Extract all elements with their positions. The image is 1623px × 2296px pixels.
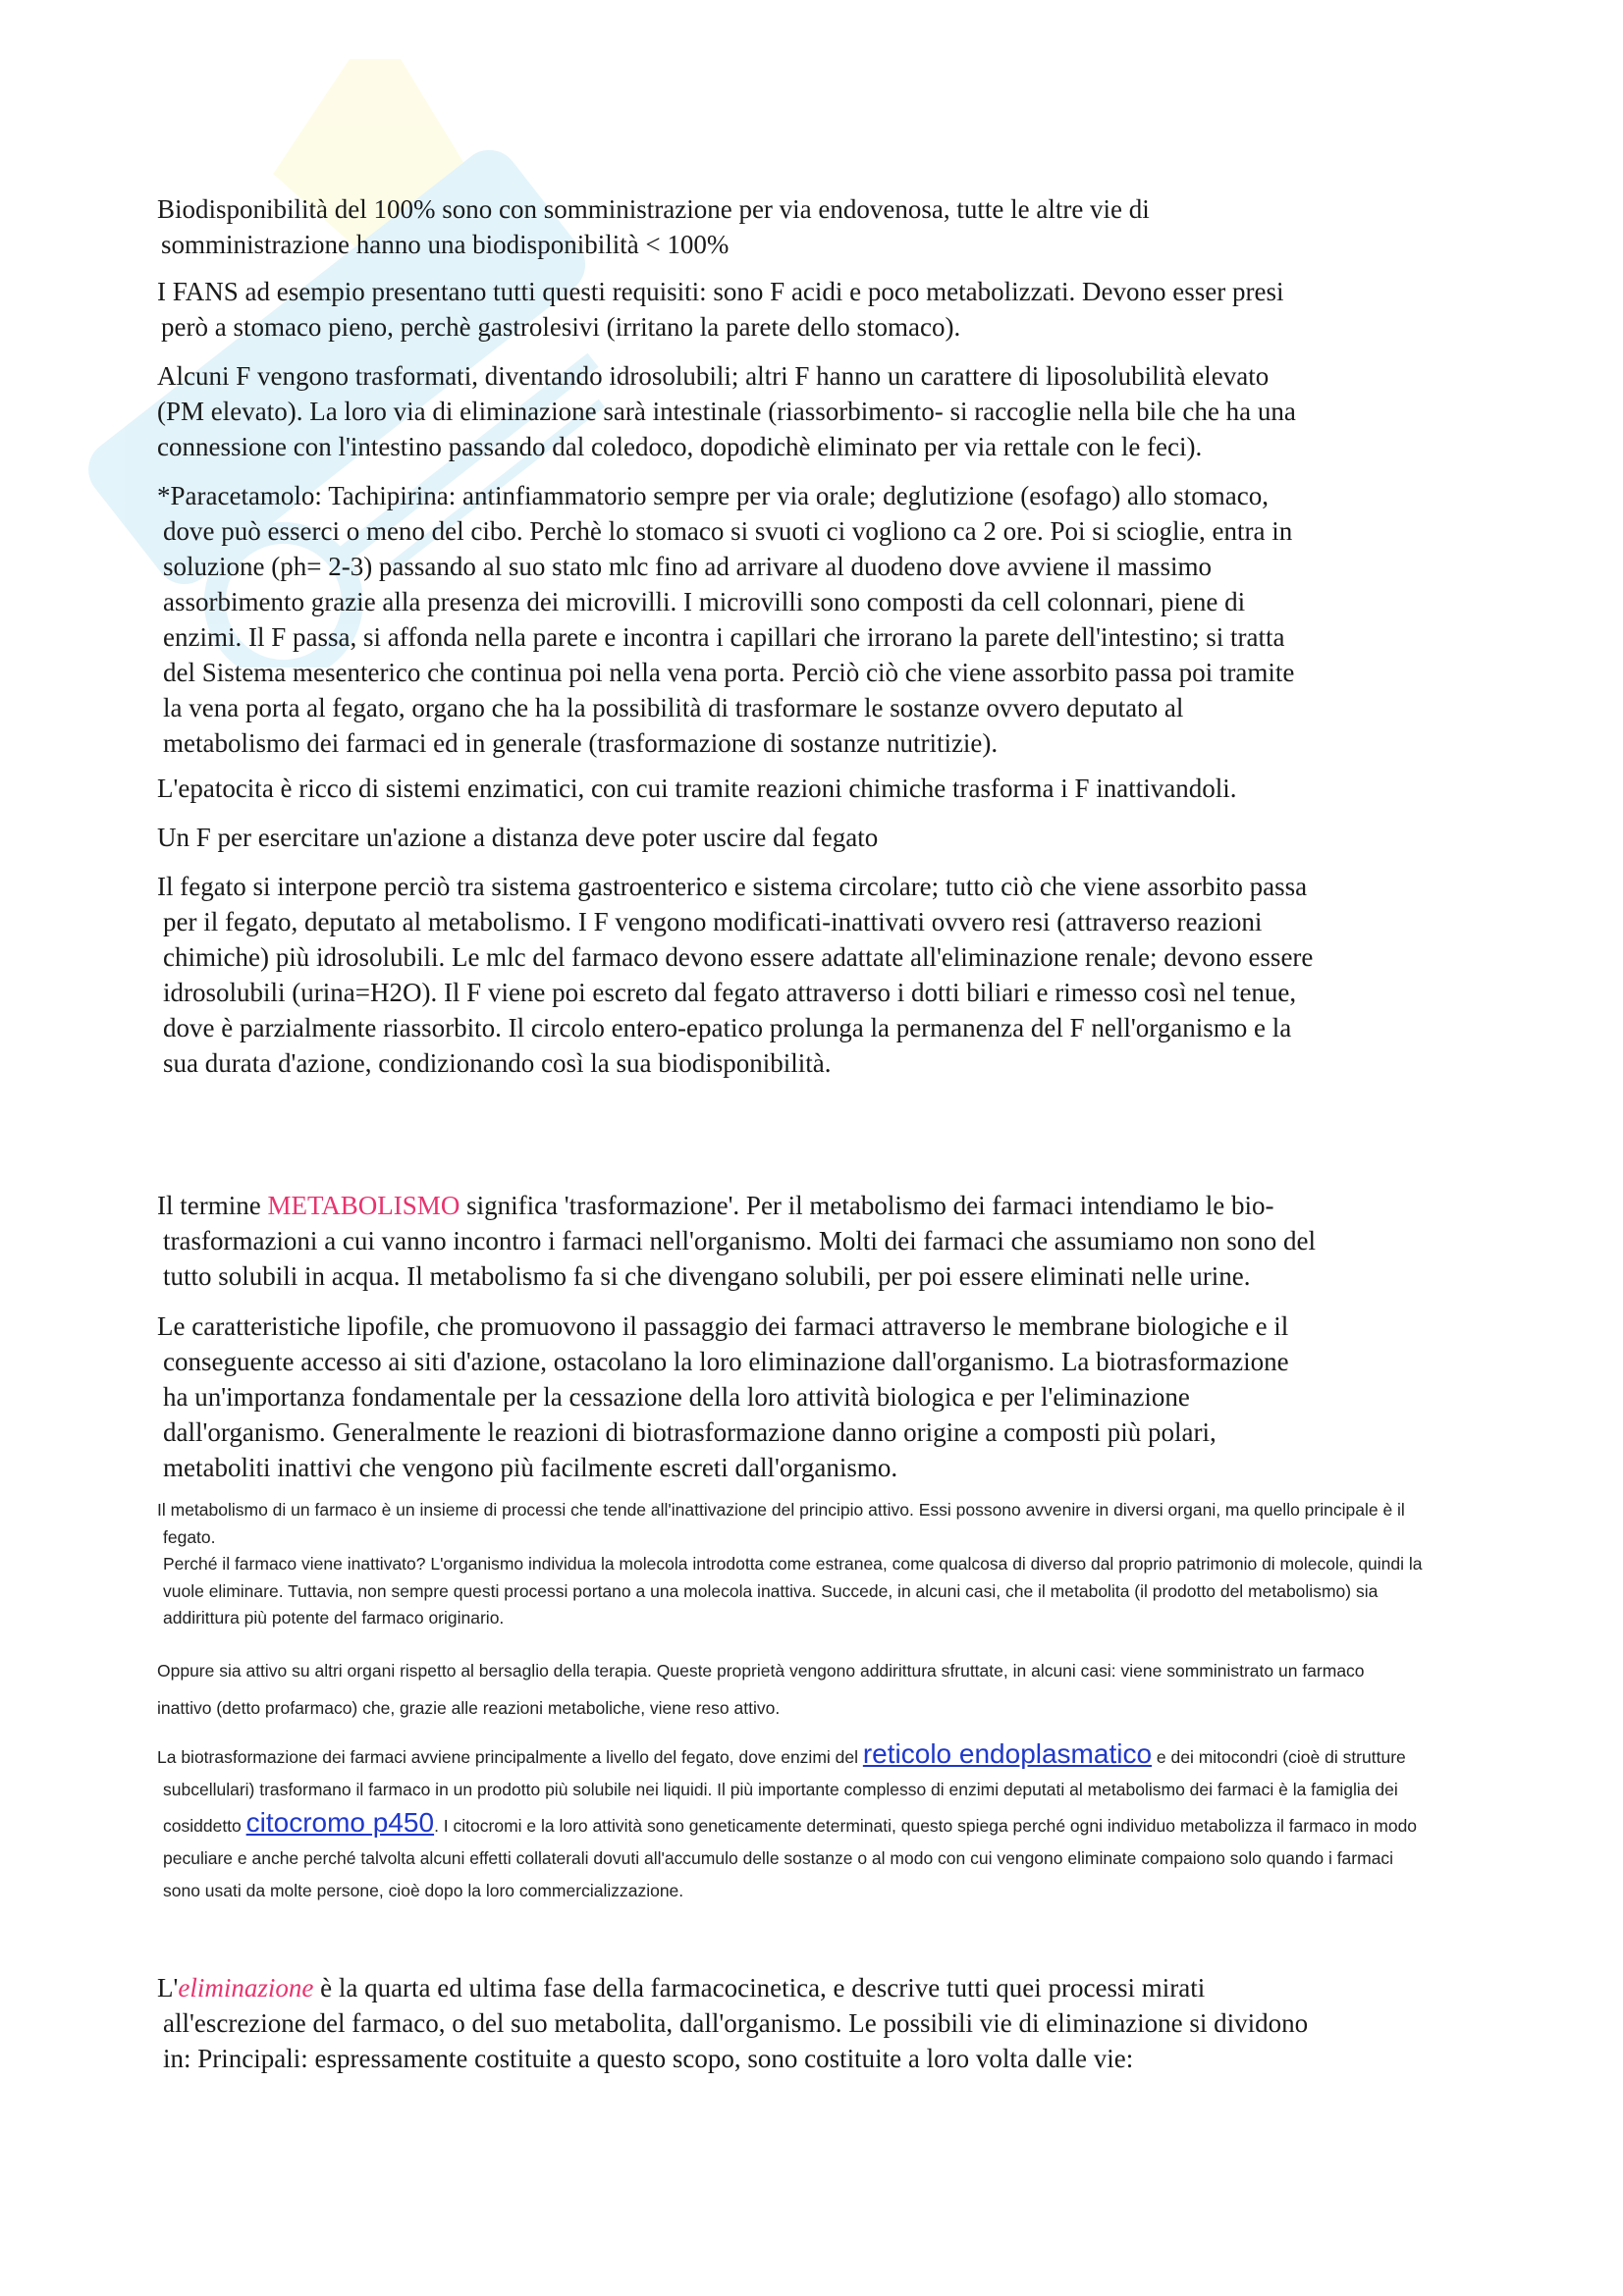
text-line: Alcuni F vengono trasformati, diventando idrosolubili; altri F hanno un carattere di liposolubilità elevato [157, 361, 1270, 391]
text-line: però a stomaco pieno, perchè gastrolesivi (irritano la parete dello stomaco). [161, 312, 961, 342]
text-line [157, 1806, 1417, 1842]
text-line: in: Principali: espressamente costituite a questo scopo, sono costituite a loro volta dalle vie: [163, 2044, 1134, 2073]
paragraph-prodrug [157, 1652, 1365, 1727]
text-line: sono usati da molte persone, cioè dopo la loro commercializzazione. [163, 1881, 684, 1900]
text-fragment: e dei mitocondri (cioè di strutture [1152, 1747, 1406, 1767]
text-line: Le caratteristiche lipofile, che promuovono il passaggio dei farmaci attraverso le membrane biologiche e il [157, 1311, 1289, 1341]
text-line: subcellulari) trasformano il farmaco in un prodotto più solubile nei liquidi. Il più importante complesso di enzimi deputati al metabolismo dei farmaci è la famiglia dei [163, 1780, 1398, 1799]
text-line: tutto solubili in acqua. Il metabolismo fa si che divengano solubili, per poi essere eliminati nelle urine. [163, 1261, 1251, 1291]
text-line: assorbimento grazie alla presenza dei microvilli. I microvilli sono composti da cell colonnari, piene di [163, 587, 1246, 616]
text-line: sua durata d'azione, condizionando così la sua biodisponibilità. [163, 1048, 832, 1078]
text-line: dove è parzialmente riassorbito. Il circolo entero-epatico prolunga la permanenza del F nell'organismo e la [163, 1013, 1292, 1042]
text-line: soluzione (ph= 2-3) passando al suo stato mlc fino ad arrivare al duodeno dove avviene il massimo [163, 552, 1212, 581]
text-line: ha un'importanza fondamentale per la cessazione della loro attività biologica e per l'eliminazione [163, 1382, 1190, 1412]
text-line: *Paracetamolo: Tachipirina: antinfiammatorio sempre per via orale; deglutizione (esofago) allo stomaco, [157, 481, 1269, 510]
text-line: fegato. [163, 1526, 216, 1547]
paragraph-metabolism [157, 1188, 1316, 1294]
text-line: connessione con l'intestino passando dal coledoco, dopodichè eliminato per via rettale con le feci). [157, 432, 1203, 461]
text-line: peculiare e anche perché talvolta alcuni effetti collaterali dovuti all'accumulo delle sostanze o al modo con cui vengono eliminate compaiono solo quando i farmaci [163, 1848, 1394, 1868]
text-line: metabolismo dei farmaci ed in generale (trasformazione di sostanze nutritizie). [163, 728, 999, 758]
text-line: Biodisponibilità del 100% sono con somministrazione per via endovenosa, tutte le altre vie di [157, 194, 1150, 224]
text-fragment: Il termine [157, 1191, 268, 1220]
text-fragment: La biotrasformazione dei farmaci avviene principalmente a livello del fegato, dove enzimi del [157, 1747, 863, 1767]
paragraph-liver-role [157, 869, 1313, 1081]
text-line: vuole eliminare. Tuttavia, non sempre questi processi portano a una molecola inattiva. Succede, in alcuni casi, che il metabolita (il prodotto del metabolismo) sia [163, 1580, 1379, 1601]
keyword-metabolismo: METABOLISMO [267, 1191, 460, 1220]
paragraph-elimination [157, 1970, 1308, 2076]
text-line: per il fegato, deputato al metabolismo. I F vengono modificati-inattivati ovvero resi (attraverso reazioni [163, 907, 1263, 936]
text-line: somministrazione hanno una biodisponibilità < 100% [161, 230, 730, 259]
paragraph-liposolubility [157, 358, 1296, 464]
text-line: del Sistema mesenterico che continua poi nella vena porta. Perciò ciò che viene assorbito passa poi tramite [163, 658, 1295, 687]
text-fragment: cosiddetto [163, 1816, 246, 1836]
text-line [157, 1737, 1417, 1774]
text-line: Il metabolismo di un farmaco è un insieme di processi che tende all'inattivazione del principio attivo. Essi possono avvenire in diversi organi, ma quello principale è il [157, 1500, 1405, 1520]
paragraph-fans [157, 274, 1284, 345]
text-line: enzimi. Il F passa, si affonda nella parete e incontra i capillari che irrorano la parete dell'intestino; si tratta [163, 622, 1285, 652]
text-line: Un F per esercitare un'azione a distanza deve poter uscire dal fegato [157, 823, 879, 852]
paragraph-drug-metabolism [157, 1497, 1423, 1632]
paragraph-hepatocyte [157, 771, 1236, 806]
text-line: Perché il farmaco viene inattivato? L'organismo individua la molecola introdotta come estranea, come qualcosa di diverso dal proprio patrimonio di molecole, quindi la [163, 1554, 1423, 1574]
text-fragment: è la quarta ed ultima fase della farmacocinetica, e descrive tutti quei processi mirati [313, 1973, 1206, 2002]
text-line: inattivo (detto profarmaco) che, grazie alle reazioni metaboliche, viene reso attivo. [157, 1698, 781, 1718]
text-line: L'epatocita è ricco di sistemi enzimatici, con cui tramite reazioni chimiche trasforma i F inattivandoli. [157, 774, 1237, 803]
text-line: idrosolubili (urina=H2O). Il F viene poi escreto dal fegato attraverso i dotti biliari e rimesso così nel tenue, [163, 978, 1297, 1007]
text-line: addirittura più potente del farmaco originario. [163, 1608, 505, 1628]
paragraph-lipophilic [157, 1308, 1289, 1485]
keyword-eliminazione: eliminazione [178, 1973, 314, 2002]
text-line: Il fegato si interpone perciò tra sistema gastroenterico e sistema circolare; tutto ciò che viene assorbito passa [157, 872, 1308, 901]
text-line: all'escrezione del farmaco, o del suo metabolita, dall'organismo. Le possibili vie di eliminazione si dividono [163, 2008, 1309, 2038]
text-line: dall'organismo. Generalmente le reazioni di biotrasformazione danno origine a composti più polari, [163, 1417, 1217, 1447]
text-line: la vena porta al fegato, organo che ha la possibilità di trasformare le sostanze ovvero deputato al [163, 693, 1184, 722]
text-line [157, 1970, 1308, 2005]
paragraph-liver-exit [157, 820, 878, 855]
paragraph-paracetamol [157, 478, 1294, 761]
paragraph-bioavailability [157, 191, 1150, 262]
text-line: trasformazioni a cui vanno incontro i farmaci nell'organismo. Molti dei farmaci che assumiamo non sono del [163, 1226, 1317, 1255]
text-line [157, 1188, 1316, 1223]
text-line: Oppure sia attivo su altri organi rispetto al bersaglio della terapia. Queste proprietà vengono addirittura sfruttate, in alcuni casi: viene somministrato un farmaco [157, 1661, 1365, 1681]
text-fragment: L' [157, 1973, 179, 2002]
link-citocromo-p450[interactable]: citocromo p450 [245, 1807, 435, 1838]
text-line: (PM elevato). La loro via di eliminazione sarà intestinale (riassorbimento- si raccoglie nella bile che ha una [157, 397, 1296, 426]
text-line: dove può esserci o meno del cibo. Perchè lo stomaco si svuoti ci vogliono ca 2 ore. Poi si scioglie, entra in [163, 516, 1293, 546]
text-line: I FANS ad esempio presentano tutti questi requisiti: sono F acidi e poco metabolizzati. Devono esser presi [157, 277, 1284, 306]
text-fragment: significa 'trasformazione'. Per il metabolismo dei farmaci intendiamo le bio- [460, 1191, 1274, 1220]
paragraph-biotransformation [157, 1737, 1417, 1907]
text-line: conseguente accesso ai siti d'azione, ostacolano la loro eliminazione dall'organismo. La biotrasformazione [163, 1347, 1289, 1376]
text-fragment: . I citocromi e la loro attività sono geneticamente determinati, questo spiega perché ogni individuo metabolizza il farmaco in modo [434, 1816, 1418, 1836]
text-line: metaboliti inattivi che vengono più facilmente escreti dall'organismo. [163, 1453, 898, 1482]
text-line: chimiche) più idrosolubili. Le mlc del farmaco devono essere adattate all'eliminazione renale; devono essere [163, 942, 1314, 972]
link-reticolo-endoplasmatico[interactable]: reticolo endoplasmatico [862, 1738, 1153, 1769]
